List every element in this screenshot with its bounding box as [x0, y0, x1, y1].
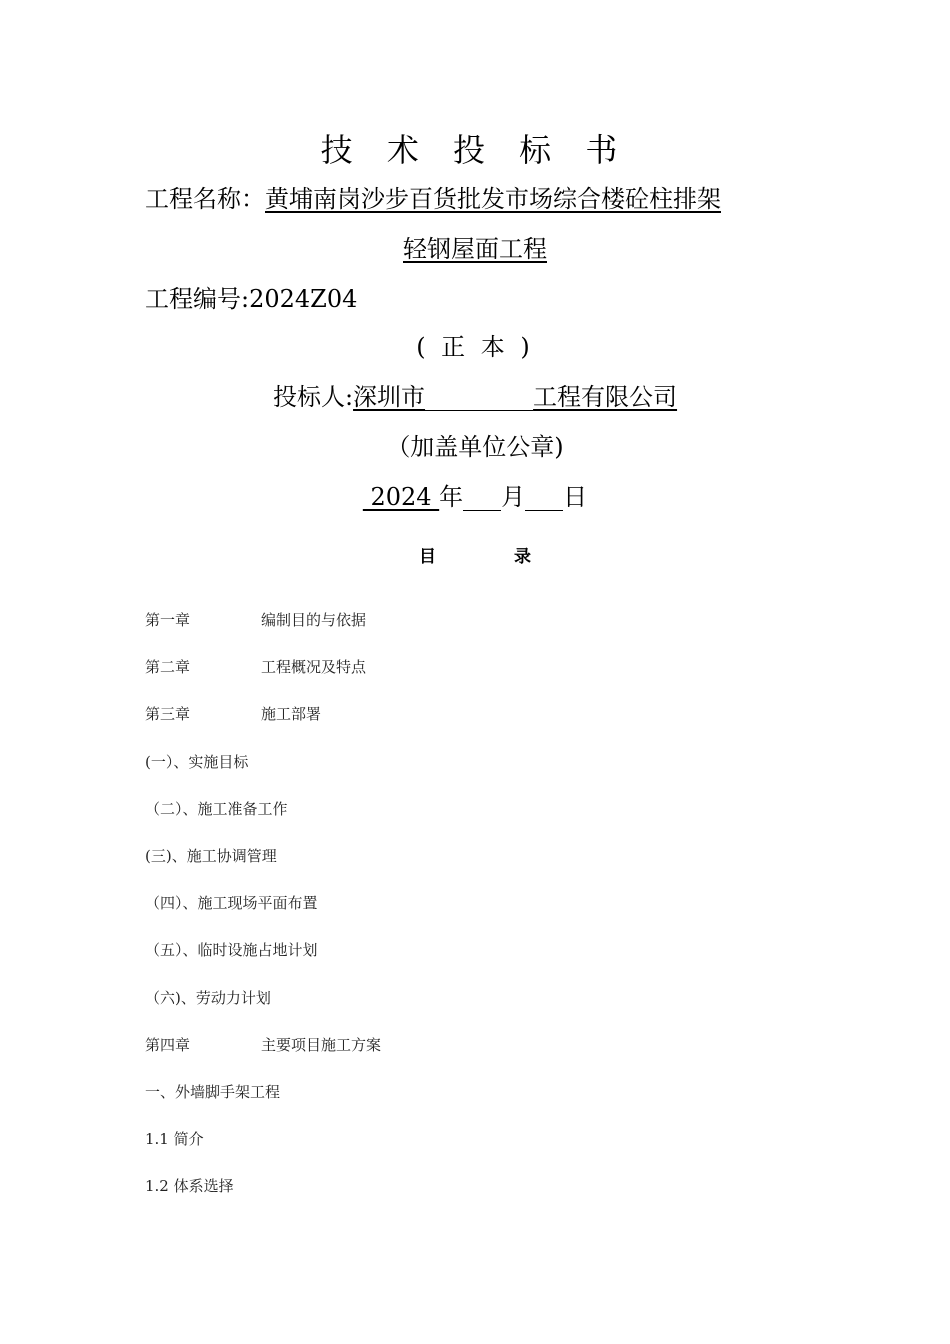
- date-year-unit: 年: [439, 483, 464, 511]
- project-name-value-2: 轻钢屋面工程: [403, 235, 547, 263]
- seal-note: （加盖单位公章): [386, 433, 564, 461]
- toc-item: [145, 795, 845, 842]
- project-number-value: 2024Z04: [249, 285, 358, 313]
- toc-heading-left: 目: [419, 547, 436, 567]
- toc-entry-title: 编制目的与依据: [261, 611, 367, 629]
- toc-item: [145, 984, 845, 1031]
- date-line: [0, 480, 950, 514]
- toc-entry-title: 1.2 体系选择: [145, 1177, 234, 1196]
- date-month-unit: 月: [501, 483, 526, 511]
- date-month-blank: [463, 486, 501, 511]
- toc-item: [145, 889, 845, 936]
- toc-item: [145, 936, 845, 983]
- toc-entry-title: 施工部署: [261, 705, 322, 724]
- toc-entry-title: (一）、实施目标: [145, 752, 249, 771]
- toc-item: [145, 1031, 845, 1078]
- date-year: 2024: [362, 483, 440, 511]
- project-name-continuation: [0, 232, 950, 266]
- project-name-label: 工程名称：: [145, 185, 265, 213]
- toc-entry-title: 1.1 简介: [145, 1130, 204, 1149]
- date-day-unit: 日: [563, 483, 588, 511]
- project-name-line: [145, 182, 721, 216]
- toc-item: [145, 1125, 845, 1172]
- toc-item: [145, 1172, 845, 1219]
- project-number-line: [145, 282, 357, 316]
- toc-heading: [0, 545, 950, 569]
- toc-chapter: 第三章: [145, 705, 191, 724]
- toc-chapter: 第一章: [145, 611, 191, 629]
- bidder-line: [0, 380, 950, 414]
- bidder-company: 工程有限公司: [533, 383, 678, 411]
- toc-entry-title: （五）、临时设施占地计划: [145, 941, 318, 960]
- toc-entry-title: 主要项目施工方案: [261, 1035, 382, 1054]
- date-day-blank: [525, 486, 563, 511]
- toc-entry-title: (三)、施工协调管理: [145, 846, 277, 865]
- toc-chapter: 第四章: [145, 1035, 191, 1054]
- copy-type: ( 正 本 ): [416, 333, 534, 361]
- toc-chapter: 第二章: [145, 658, 191, 677]
- toc-item: [145, 606, 845, 653]
- toc-entry-title: 工程概况及特点: [261, 658, 367, 677]
- toc-item: [145, 1078, 845, 1125]
- project-number-label: 工程编号:: [145, 285, 250, 313]
- bidder-city: 深圳市: [353, 383, 426, 411]
- toc-item: [145, 700, 845, 747]
- document-title: 技 术 投 标 书: [320, 131, 630, 169]
- toc-entry-title: （二）、施工准备工作: [145, 799, 288, 818]
- bidder-blank: [425, 386, 533, 411]
- table-of-contents: [145, 606, 845, 1219]
- toc-item: [145, 653, 845, 700]
- toc-heading-right: 录: [514, 547, 531, 567]
- toc-item: [145, 842, 845, 889]
- bidder-label: 投标人:: [272, 383, 354, 411]
- toc-entry-title: （六)、劳动力计划: [145, 988, 271, 1007]
- project-name-value: 黄埔南岗沙步百货批发市场综合楼砼柱排架: [265, 185, 721, 213]
- toc-item: [145, 748, 845, 795]
- toc-entry-title: （四）、施工现场平面布置: [145, 894, 318, 913]
- toc-entry-title: 一、外墙脚手架工程: [145, 1082, 281, 1101]
